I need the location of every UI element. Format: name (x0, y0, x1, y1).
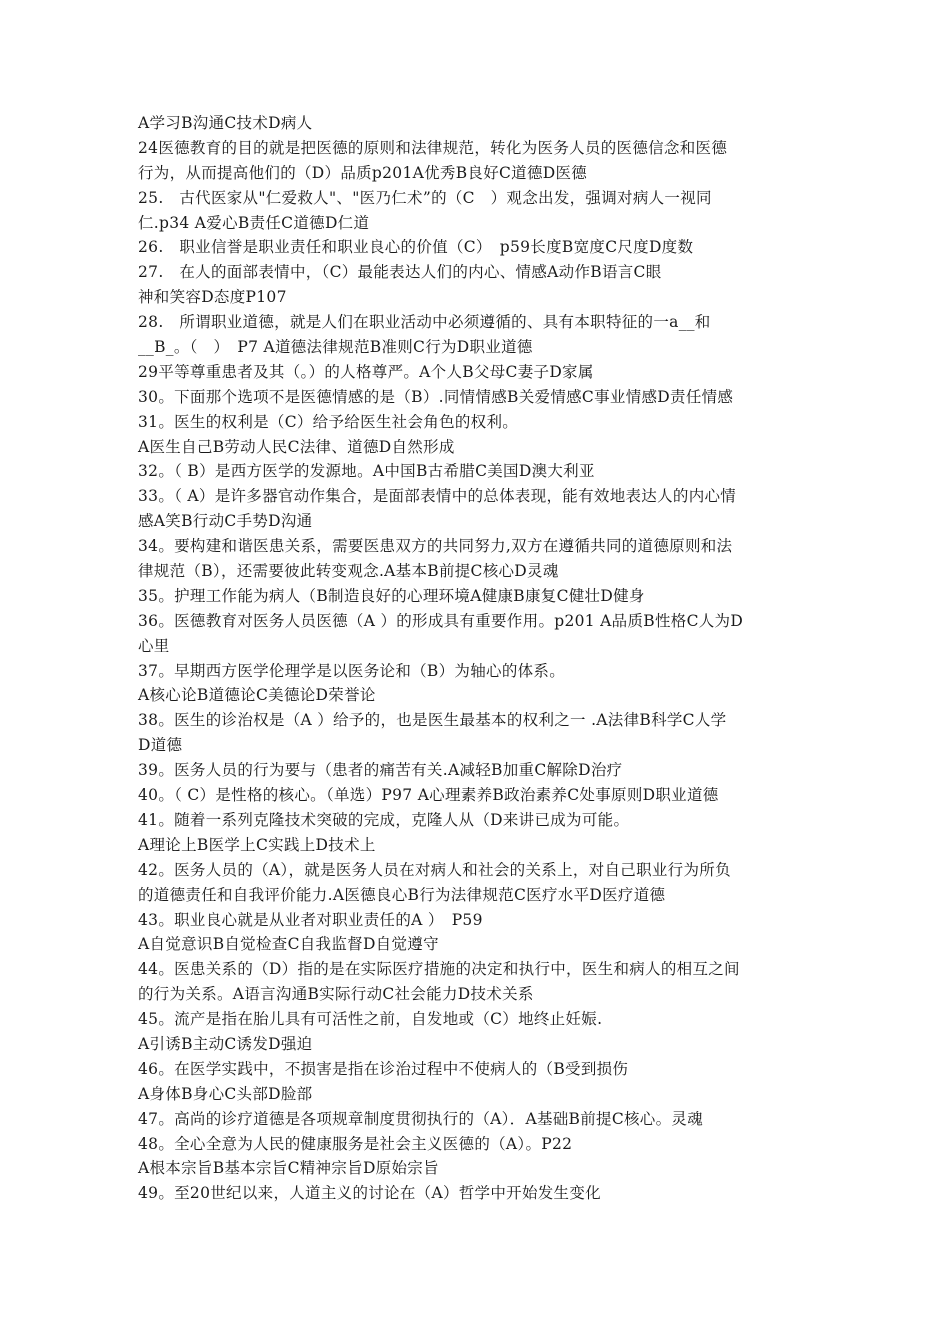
text-line: 仁.p34 A爱心B责任C道德D仁道 (138, 213, 370, 232)
text-line: 29平等尊重患者及其（。）的人格尊严。A个人B父母C妻子D家属 (138, 362, 594, 381)
text-line: 36。医德教育对医务人员医德（A ）的形成具有重要作用。p201 A品质B性格C人为D (138, 611, 744, 630)
text-line: 的道德责任和自我评价能力.A医德良心B行为法律规范C医疗水平D医疗道德 (138, 885, 666, 904)
text-line: 25. 古代医家从"仁爱救人"、"医乃仁术”的（C ）观念出发，强调对病人一视同 (138, 188, 712, 207)
text-line: 33。（ A）是许多器官动作集合，是面部表情中的总体表现，能有效地表达人的内心情 (138, 487, 737, 506)
text-line: A学习B沟通C技术D病人 (138, 114, 313, 132)
text-line: 28. 所谓职业道德，就是人们在职业活动中必须遵循的、具有本职特征的一a__和 (138, 313, 711, 332)
text-line: 27. 在人的面部表情中，（C）最能表达人们的内心、情感A动作B语言C眼 (138, 263, 662, 282)
text-line: 49。至20世纪以来，人道主义的讨论在（A）哲学中开始发生变化 (138, 1184, 601, 1203)
text-line: 38。医生的诊治权是（A ）给予的，也是医生最基本的权利之一 .A法律B科学C人学 (138, 711, 727, 730)
text-line: A医生自己B劳动人民C法律、道德D自然形成 (138, 437, 455, 456)
text-line: 41。随着一系列克隆技术突破的完成，克隆人从（D来讲已成为可能。 (138, 810, 630, 829)
text-line: 神和笑容D态度P107 (138, 288, 287, 307)
text-line: 44。医患关系的（D）指的是在实际医疗措施的决定和执行中，医生和病人的相互之间 (138, 960, 740, 979)
text-line: 30。下面那个选项不是医德情感的是（B）.同情情感B关爱情感C事业情感D责任情感 (138, 387, 734, 406)
text-line: 心里 (138, 636, 170, 655)
document-body (138, 111, 828, 1206)
text-line: 40。（ C）是性格的核心。（单选）P97 A心理素养B政治素养C处事原则D职业道德 (138, 786, 719, 805)
text-line: 感A笑B行动C手势D沟通 (138, 512, 313, 531)
text-line: 46。在医学实践中，不损害是指在诊治过程中不使病人的（B受到损伤 (138, 1059, 629, 1078)
text-line: D道德 (138, 736, 183, 755)
text-line: A理论上B医学上C实践上D技术上 (138, 835, 376, 854)
text-line: 24医德教育的目的就是把医德的原则和法律规范，转化为医务人员的医德信念和医德 (138, 138, 728, 157)
text-line: 的行为关系。A语言沟通B实际行动C社会能力D技术关系 (138, 985, 534, 1004)
text-line: 律规范（B），还需要彼此转变观念.A基本B前提C核心D灵魂 (138, 562, 559, 581)
text-line: A根本宗旨B基本宗旨C精神宗旨D原始宗旨 (138, 1159, 439, 1178)
text-line: A引诱B主动C诱发D强迫 (138, 1034, 313, 1053)
text-line: 42。医务人员的（A），就是医务人员在对病人和社会的关系上，对自己职业行为所负 (138, 860, 731, 879)
text-line: A核心论B道德论C美德论D荣誉论 (138, 686, 376, 705)
text-line: 31。医生的权利是（C）给予给医生社会角色的权利。 (138, 412, 519, 431)
text-line: 48。全心全意为人民的健康服务是社会主义医德的（A）。P22 (138, 1134, 573, 1153)
text-line: A身体B身心C头部D脸部 (138, 1084, 313, 1103)
text-line: 47。高尚的诊疗道德是各项规章制度贯彻执行的（A）．A基础B前提C核心。灵魂 (138, 1109, 704, 1128)
text-line: A自觉意识B自觉检查C自我监督D自觉遵守 (138, 935, 439, 954)
text-line: 32。（ B）是西方医学的发源地。A中国B古希腊C美国D澳大利亚 (138, 462, 595, 481)
text-line: 34。要构建和谐医患关系，需要医患双方的共同努力,双方在遵循共同的道德原则和法 (138, 537, 733, 556)
text-line: 26. 职业信誉是职业责任和职业良心的价值（C） p59长度B宽度C尺度D度数 (138, 238, 694, 257)
text-line: 45。流产是指在胎儿具有可活性之前，自发地或（C）地终止妊娠. (138, 1010, 603, 1029)
text-line: __B_。（ ） P7 A道德法律规范B准则C行为D职业道德 (138, 338, 533, 357)
text-line: 35。护理工作能为病人（B制造良好的心理环境A健康B康复C健壮D健身 (138, 586, 645, 605)
text-line: 39。医务人员的行为要与（患者的痛苦有关.A减轻B加重C解除D治疗 (138, 761, 623, 780)
text-line: 行为，从而提高他们的（D）品质p201A优秀B良好C道德D医德 (138, 163, 588, 182)
text-line: 37。早期西方医学伦理学是以医务论和（B）为轴心的体系。 (138, 661, 566, 680)
text-line: 43。职业良心就是从业者对职业责任的A ） P59 (138, 910, 483, 929)
